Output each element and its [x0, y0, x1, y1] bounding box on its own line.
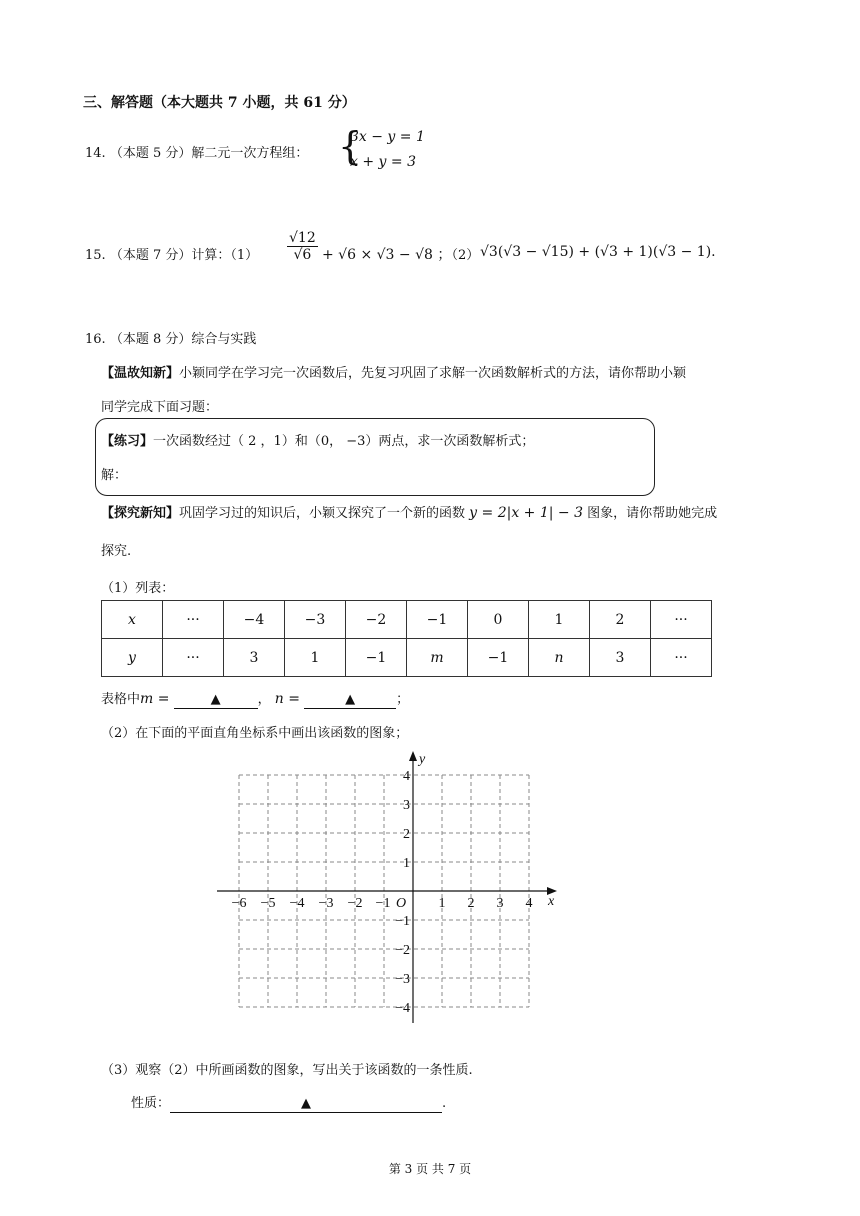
q15-part2-label: （2）: [445, 248, 480, 263]
table-cell: −1: [346, 639, 407, 677]
table-cell: −2: [346, 601, 407, 639]
fill-m-label: m =: [140, 691, 170, 707]
q15-prompt: 计算：: [191, 248, 231, 263]
q16-score: （本题 8 分）: [109, 332, 192, 347]
y-tick-label: −4: [395, 1001, 410, 1016]
q14-eq2: x + y = 3: [350, 154, 416, 170]
q16-review-tag: 【温故知新】: [101, 366, 180, 381]
table-cell: −3: [285, 601, 346, 639]
q16-fill-line: [101, 688, 409, 709]
y-tick-label: 1: [403, 856, 410, 871]
x-tick-label: −4: [289, 896, 305, 911]
table-cell: y: [102, 639, 163, 677]
table-cell: 3: [224, 639, 285, 677]
table-cell: 2: [590, 601, 651, 639]
table-cell: −1: [468, 639, 529, 677]
answer-mark-icon: ▲: [345, 692, 356, 707]
q15-frac-den: √6: [293, 247, 312, 263]
q14-prompt: 解二元一次方程组：: [191, 146, 309, 161]
answer-mark-icon: ▲: [301, 1096, 312, 1111]
table-cell: −4: [224, 601, 285, 639]
q16-part2-label: （2）在下面的平面直角坐标系中画出该函数的图象；: [101, 726, 409, 741]
q16-explore-line2: 探究.: [101, 544, 132, 559]
y-tick-label: 2: [403, 827, 410, 842]
y-tick-label: 4: [403, 769, 410, 784]
table-cell: −1: [407, 601, 468, 639]
x-tick-label: −1: [375, 896, 391, 911]
fill-n-blank[interactable]: [304, 692, 396, 709]
x-tick-label: 1: [438, 896, 446, 911]
table-cell: ···: [163, 639, 224, 677]
q14-eq1: 3x − y = 1: [350, 129, 425, 145]
property-blank[interactable]: [170, 1096, 442, 1113]
q15-number: 15.: [85, 248, 106, 263]
table-row-x: [102, 601, 712, 639]
fill-n-label: n =: [274, 691, 300, 707]
q16-solution-label: 解：: [101, 468, 128, 483]
q14-score: （本题 5 分）: [109, 146, 192, 161]
table-cell: m: [407, 639, 468, 677]
x-axis-label: x: [548, 894, 555, 909]
x-tick-label: 2: [467, 896, 475, 911]
fill-end: ；: [396, 692, 410, 707]
page-footer: 第 3 页 共 7 页: [388, 1162, 472, 1176]
y-tick-label: −1: [395, 914, 410, 929]
q16-practice-tag: 【练习】: [101, 434, 154, 449]
q15-frac-num: √12: [289, 230, 316, 246]
table-cell: ···: [651, 639, 712, 677]
x-tick-label: −5: [260, 896, 276, 911]
q16-explore-text-b: 图象，请你帮助她完成: [587, 506, 718, 521]
q16-explore-func: y = 2|x + 1| − 3: [469, 505, 584, 521]
fill-sep: ，: [257, 692, 271, 707]
table-cell: 0: [468, 601, 529, 639]
section-title: 三、解答题（本大题共 7 小题，共 61 分）: [83, 95, 356, 111]
q14-number: 14.: [85, 146, 106, 161]
q15-fraction: [287, 230, 318, 263]
x-tick-label: −2: [347, 896, 363, 911]
y-axis-label: y: [419, 752, 426, 767]
y-tick-label: −3: [395, 972, 410, 987]
q16-practice-line: [101, 430, 534, 449]
q16-header: [85, 328, 256, 347]
table-cell: 1: [529, 601, 590, 639]
property-end: .: [442, 1096, 447, 1111]
coordinate-grid: [205, 745, 575, 1030]
table-row-y: [102, 639, 712, 677]
table-cell: ···: [163, 601, 224, 639]
q16-explore-tag: 【探究新知】: [101, 506, 180, 521]
property-label: 性质：: [131, 1096, 171, 1111]
q15-part1-rest: + √6 × √3 − √8 ；: [322, 247, 452, 263]
table-cell: n: [529, 639, 590, 677]
y-tick-label: 3: [403, 798, 410, 813]
q14-header: [85, 142, 308, 161]
q16-property-line: [131, 1092, 446, 1113]
q15-header: [85, 244, 258, 263]
q16-practice-text: 一次函数经过（ 2 ，1）和（0， −3）两点，求一次函数解析式；: [153, 434, 535, 449]
origin-label: O: [396, 896, 407, 911]
x-tick-label: 4: [525, 896, 533, 911]
x-tick-label: −6: [231, 896, 247, 911]
q16-part1-label: （1）列表：: [101, 581, 175, 596]
q16-topic: 综合与实践: [191, 332, 257, 347]
table-cell: ···: [651, 601, 712, 639]
q15-part1-label: （1）: [230, 248, 259, 263]
q16-review-text1: 小颖同学在学习完一次函数后，先复习巩固了求解一次函数解析式的方法，请你帮助小颖: [179, 366, 687, 381]
x-tick-label: 3: [496, 896, 504, 911]
q16-number: 16.: [85, 332, 106, 347]
table-cell: 1: [285, 639, 346, 677]
q16-explore-line1: [101, 502, 717, 521]
fill-prefix: 表格中: [101, 692, 141, 707]
q16-review-line2: 同学完成下面习题：: [101, 400, 219, 415]
x-tick-label: −3: [318, 896, 334, 911]
q15-part2-expr: √3(√3 − √15) + (√3 + 1)(√3 − 1).: [480, 244, 716, 260]
q16-explore-text-a: 巩固学习过的知识后，小颖又探究了一个新的函数: [179, 506, 466, 521]
fill-m-blank[interactable]: [174, 692, 258, 709]
answer-mark-icon: ▲: [210, 692, 221, 707]
q16-review-line1: [101, 362, 686, 381]
table-cell: 3: [590, 639, 651, 677]
q14-brace: {: [338, 124, 363, 168]
y-tick-label: −2: [395, 943, 410, 958]
q16-part3-label: （3）观察（2）中所画函数的图象，写出关于该函数的一条性质.: [101, 1063, 473, 1078]
table-cell: x: [102, 601, 163, 639]
value-table: [101, 600, 712, 677]
q15-score: （本题 7 分）: [109, 248, 192, 263]
